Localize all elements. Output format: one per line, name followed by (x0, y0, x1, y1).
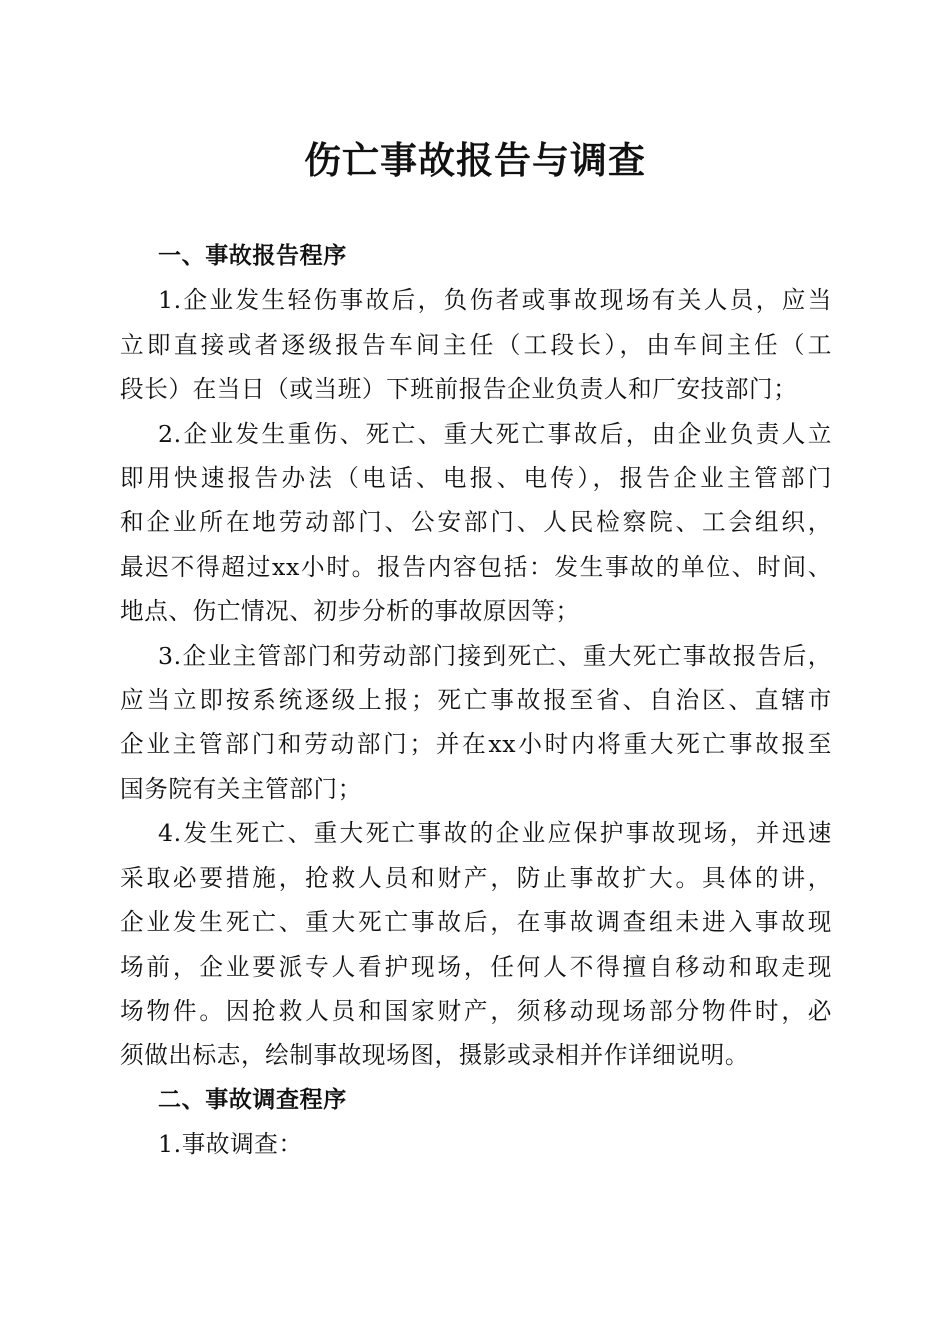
text-line: 国务院有关主管部门； (120, 774, 362, 803)
text-line: 和企业所在地劳动部门、公安部门、人民检察院、工会组织， (120, 508, 832, 537)
paragraph-scene-protection (120, 811, 832, 1077)
paragraph-serious-accident-report (120, 412, 832, 634)
text-line: 即用快速报告办法（电话、电报、电传），报告企业主管部门 (120, 464, 832, 493)
section-heading-report-procedure: 一、事故报告程序 (158, 243, 347, 269)
text-line: 场物件。因抢救人员和国家财产，须移动现场部分物件时，必 (120, 996, 832, 1025)
text-line: 应当立即按系统逐级上报；死亡事故报至省、自治区、直辖市 (120, 686, 832, 715)
text-line: 须做出标志，绘制事故现场图，摄影或录相并作详细说明。 (120, 1041, 750, 1070)
text-line: 最迟不得超过xx小时。报告内容包括：发生事故的单位、时间、 (120, 552, 832, 581)
document-title: 伤亡事故报告与调查 (304, 138, 646, 182)
text-line: 2.企业发生重伤、死亡、重大死亡事故后，由企业负责人立 (158, 419, 832, 448)
text-line: 段长）在当日（或当班）下班前报告企业负责人和厂安技部门； (120, 375, 798, 404)
text-line: 4.发生死亡、重大死亡事故的企业应保护事故现场，并迅速 (158, 819, 832, 848)
section-heading-investigation-procedure: 二、事故调查程序 (158, 1086, 347, 1113)
text-line: 采取必要措施，抢救人员和财产，防止事故扩大。具体的讲， (120, 863, 832, 892)
document-body (120, 234, 832, 1167)
text-line: 场前，企业要派专人看护现场，任何人不得擅自移动和取走现 (120, 952, 832, 981)
paragraph-escalation-report (120, 634, 832, 812)
text-line: 立即直接或者逐级报告车间主任（工段长），由车间主任（工 (120, 330, 832, 359)
text-line: 3.企业主管部门和劳动部门接到死亡、重大死亡事故报告后， (158, 641, 832, 670)
text-line: 企业发生死亡、重大死亡事故后，在事故调查组未进入事故现 (120, 908, 832, 937)
text-line: 1.事故调查： (158, 1130, 303, 1159)
text-line: 地点、伤亡情况、初步分析的事故原因等； (120, 597, 580, 626)
paragraph-accident-investigation (120, 1122, 832, 1166)
text-line: 企业主管部门和劳动部门；并在xx小时内将重大死亡事故报至 (120, 730, 832, 759)
paragraph-minor-injury-report (120, 278, 832, 411)
text-line: 1.企业发生轻伤事故后，负伤者或事故现场有关人员，应当 (158, 286, 832, 315)
